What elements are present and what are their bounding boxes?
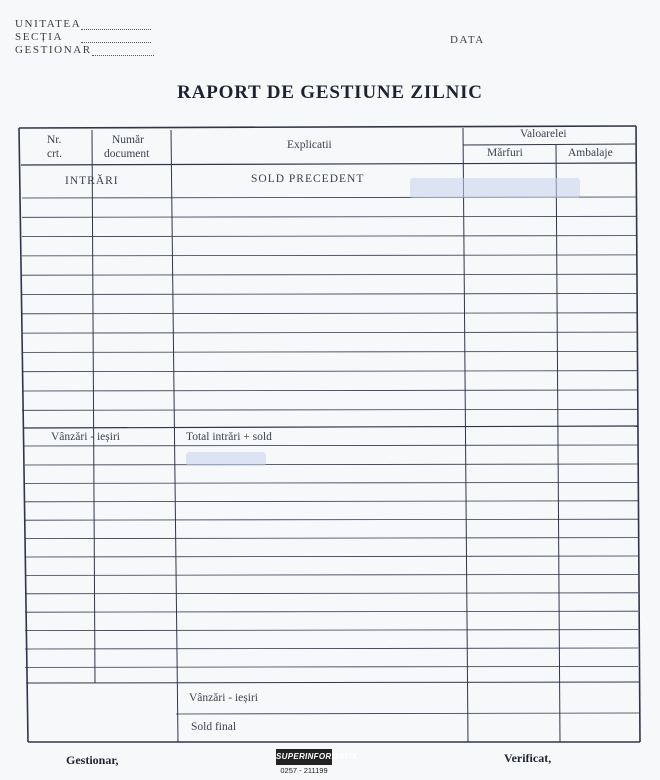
section-divider [24,426,638,428]
row-line [25,482,638,483]
row-line [25,630,638,631]
total-intrari-sold-label: Total intrări + sold [186,431,272,443]
data-label: DATA [450,34,485,46]
row-line [25,648,638,649]
row-line [25,464,638,465]
col-line-explicatii [171,130,178,742]
row-line [22,216,637,217]
col-nr-label: Nr. [47,134,62,146]
gestionar-label: GESTIONAR [15,44,92,56]
row-line [25,593,638,594]
printer-phone: 0257 - 211199 [280,766,328,775]
vanzari-iesiri-bottom-label: Vânzări - ieșiri [189,692,258,704]
table-border-right [636,126,640,742]
row-line [22,409,637,410]
row-line [22,351,637,352]
vanzari-iesiri-label: Vânzări - ieșiri [51,431,120,443]
lower-section-end [26,682,639,683]
gestionar-signature-label: Gestionar, [66,753,119,767]
sectia-label: SECȚIA [15,31,64,43]
header-bottom-line [21,163,636,165]
row-line [22,371,637,372]
col-crt-label: crt. [47,148,63,160]
row-line [25,556,638,557]
ink-smudge [410,178,580,198]
printer-imprint [276,749,358,775]
report-title: RAPORT DE GESTIUNE ZILNIC [177,82,483,103]
row-line [25,519,638,520]
col-marfuri-label: Mărfuri [487,147,523,159]
col-line-ambalaje [556,145,560,742]
col-ambalaje-label: Ambalaje [568,147,613,159]
row-line [22,332,637,333]
valoare-subheader-line [463,144,636,145]
sold-final-label: Sold final [191,721,237,733]
row-line [24,445,638,446]
intrari-label: INTRĂRI [65,175,119,187]
ink-smudge [186,452,266,466]
row-line [22,390,637,391]
row-line [25,501,638,502]
sold-precedent-label: SOLD PRECEDENT [251,173,365,185]
verificat-signature-label: Verificat, [504,751,552,765]
col-numar-label: Număr [112,134,144,146]
row-line [25,666,638,667]
row-line [25,574,638,575]
col-line-marfuri [463,128,468,742]
row-line [22,236,637,237]
col-document-label: document [104,148,150,160]
col-valoare-label: Valoarelei [520,128,567,140]
row-line [22,274,637,275]
row-line [22,294,637,295]
unitatea-label: UNITATEA [15,18,82,30]
row-line [25,538,638,539]
row-line [22,313,637,314]
row-line [22,255,637,256]
table-border-left [19,128,28,742]
col-explicatii-label: Explicatii [287,139,332,151]
row-line [176,713,639,714]
printer-logo: SUPERINFORMATIX [276,749,332,765]
row-line [25,611,638,612]
col-line-numar [92,130,95,683]
